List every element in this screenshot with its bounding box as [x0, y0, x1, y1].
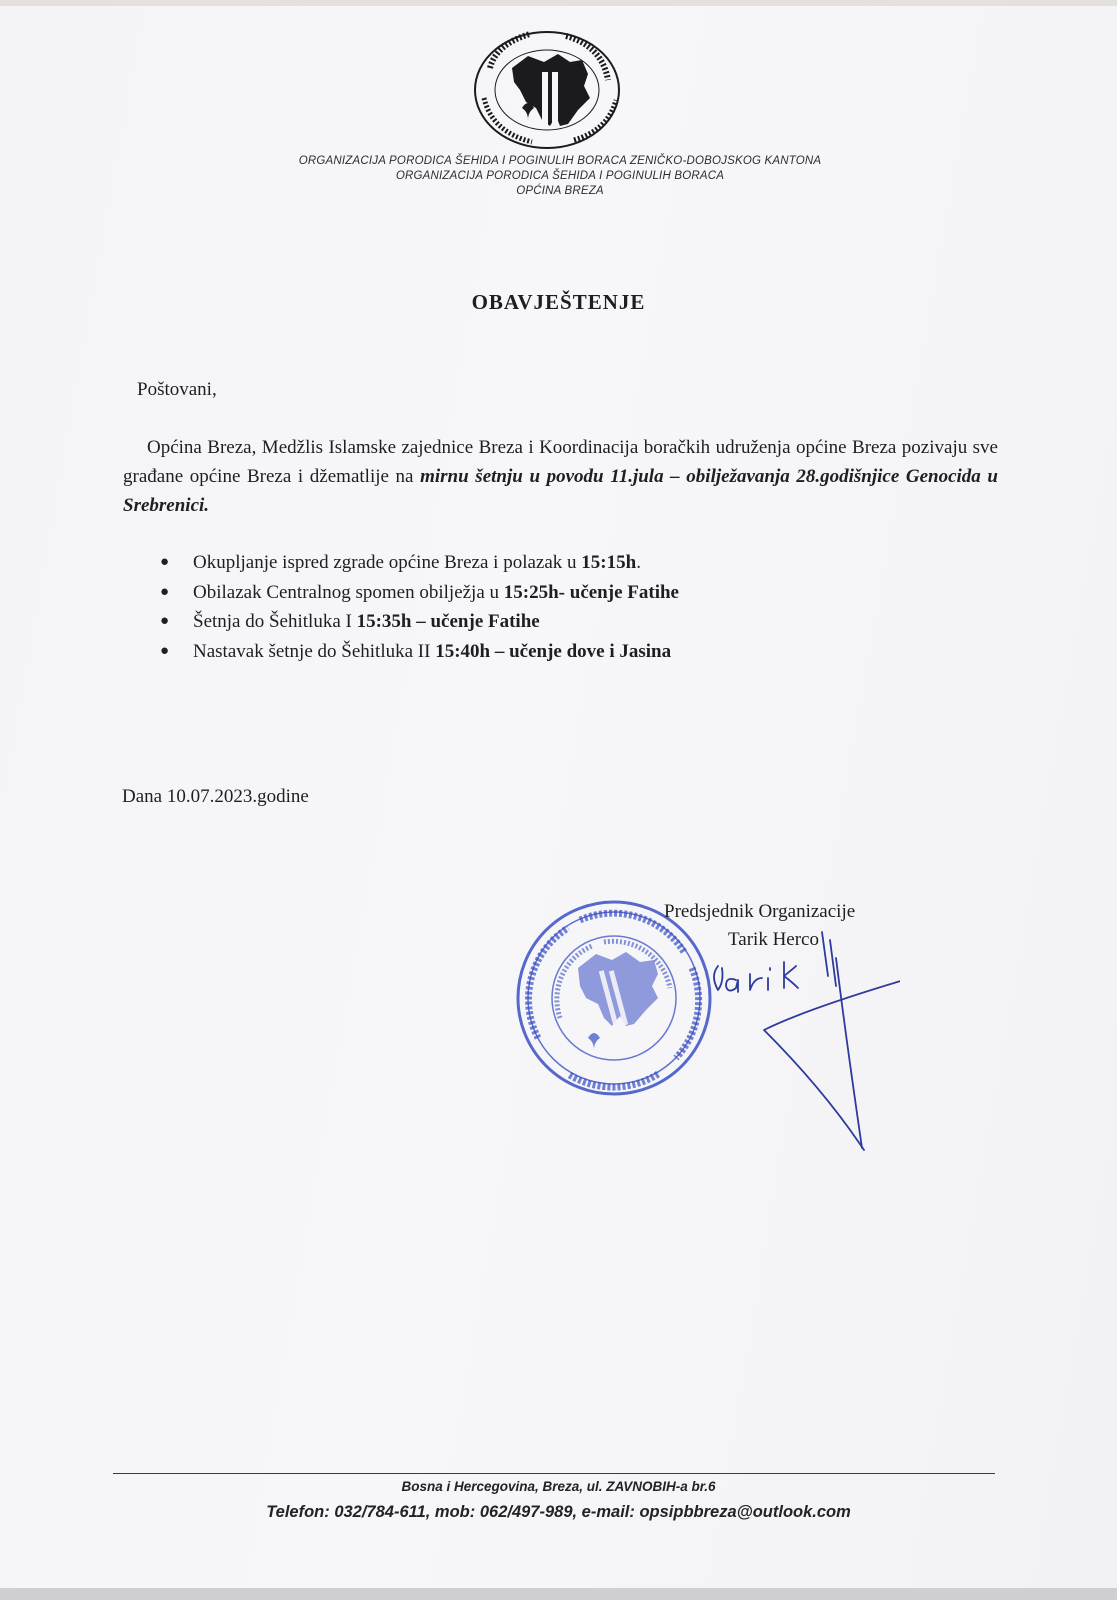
- schedule-item-time: 15:25h- učenje Fatihe: [503, 581, 679, 603]
- org-line: OPĆINA BREZA: [516, 185, 604, 197]
- schedule-list: [155, 548, 679, 666]
- document-date: Dana 10.07.2023.godine: [122, 786, 309, 807]
- greeting: Poštovani,: [137, 379, 217, 400]
- schedule-item: [155, 607, 679, 637]
- schedule-item: [155, 578, 679, 608]
- intro-emphasis: mirnu šetnju u povodu 11.jula – obilježavanja 28.godišnjice Genocida u Srebrenici.: [123, 466, 998, 516]
- schedule-item-text: Nastavak šetnje do Šehitluka II: [193, 640, 436, 662]
- document-title: OBAVJEŠTENJE: [471, 290, 646, 314]
- paper-top-edge: [0, 0, 1117, 6]
- bullet-icon: ●: [160, 613, 170, 629]
- organization-logo-icon: [470, 28, 624, 152]
- schedule-item-tail: .: [636, 552, 641, 573]
- intro-paragraph: [123, 433, 998, 520]
- bullet-icon: ●: [160, 583, 170, 600]
- signatory-role: Predsjednik Organizacije: [664, 901, 856, 922]
- footer-divider: [113, 1473, 995, 1474]
- schedule-item-text: Šetnja do Šehitluka I: [193, 611, 357, 632]
- org-line: ORGANIZACIJA PORODICA ŠEHIDA I POGINULIH BORACA: [395, 170, 725, 182]
- handwritten-signature-icon: [700, 928, 900, 1178]
- organization-header: [150, 154, 970, 199]
- schedule-item-text: Okupljanje ispred zgrade općine Breza i polazak u: [193, 552, 582, 573]
- schedule-item-time: 15:40h – učenje dove i Jasina: [435, 640, 672, 662]
- signatory-name: Tarik Herco: [728, 929, 819, 950]
- schedule-item: [155, 637, 679, 667]
- bullet-icon: ●: [160, 554, 170, 570]
- paper-bottom-edge: [0, 1588, 1117, 1600]
- footer-address: Bosna i Hercegovina, Breza, ul. ZAVNOBIH-a br.6: [401, 1479, 716, 1494]
- footer-contact: Telefon: 032/784-611, mob: 062/497-989, e-mail: opsipbbreza@outlook.com: [266, 1503, 851, 1521]
- schedule-item: [155, 548, 679, 578]
- org-line: ORGANIZACIJA PORODICA ŠEHIDA I POGINULIH BORACA ZENIČKO-DOBOJSKOG KANTONA: [298, 155, 822, 167]
- intro-text: Općina Breza, Medžlis Islamske zajednice Breza i Koordinacija boračkih udruženja općine Breza pozivaju sve građane općine Breza i džematlije na: [123, 437, 998, 487]
- bullet-icon: ●: [160, 642, 170, 659]
- schedule-item-time: 15:15h: [581, 552, 637, 573]
- schedule-item-text: Obilazak Centralnog spomen obilježja u: [193, 581, 504, 603]
- schedule-item-time: 15:35h – učenje Fatihe: [356, 611, 540, 632]
- official-stamp-icon: [508, 898, 720, 1098]
